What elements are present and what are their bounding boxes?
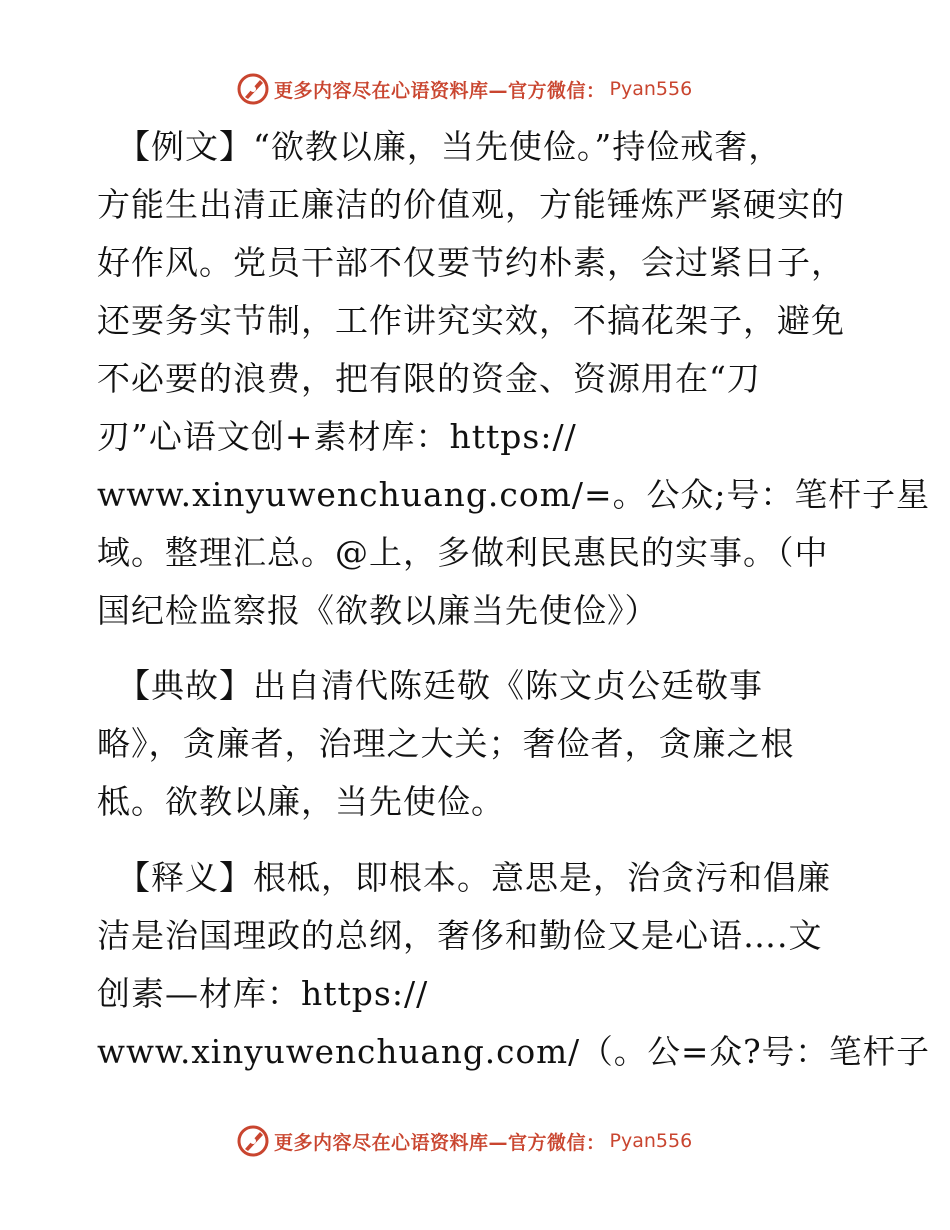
quill-logo-icon [236,72,270,106]
text-line: 不必要的浪费，把有限的资金、资源用在“刀 [97,359,761,398]
text-line: 好作风。党员干部不仅要节约朴素，会过紧日子， [97,243,845,282]
text-line: www.xinyuwenchuang.com/（。公=众?号：笔杆子 [97,1032,930,1071]
watermark-text: 更多内容尽在心语资料库—官方微信： [274,79,606,102]
text-line: 创素—材库：https:// [97,974,429,1013]
footer-watermark-banner [236,1124,692,1158]
text-line: 洁是治国理政的总纲，奢侈和勤俭又是心语….文 [97,916,823,955]
watermark-contact: Pyan556 [609,1130,693,1152]
text-line: 柢。欲教以廉，当先使俭。 [97,782,505,821]
text-line: 【释义】根柢，即根本。意思是，治贪污和倡廉 [117,858,831,897]
watermark-text: 更多内容尽在心语资料库—官方微信： [274,1131,606,1154]
text-line: 国纪检监察报《欲教以廉当先使俭》） [97,591,659,630]
header-watermark-banner [236,72,692,106]
text-line: 【典故】出自清代陈廷敬《陈文贞公廷敬事 [117,666,763,705]
text-line: 【例文】“欲教以廉，当先使俭。”持俭戒奢， [117,127,783,166]
text-line: 略》，贪廉者，治理之大关；奢俭者，贪廉之根 [97,724,795,763]
text-line: www.xinyuwenchuang.com/=。公众;号：笔杆子星 [97,475,931,514]
text-line: 方能生出清正廉洁的价值观，方能锤炼严紧硬实的 [97,185,845,224]
watermark-contact: Pyan556 [609,78,693,100]
quill-logo-icon [236,1124,270,1158]
text-line: 刃”心语文创+素材库：https:// [97,417,577,456]
text-line: 域。整理汇总。@上，多做利民惠民的实事。（中 [97,533,829,572]
text-line: 还要务实节制，工作讲究实效，不搞花架子，避免 [97,301,845,340]
